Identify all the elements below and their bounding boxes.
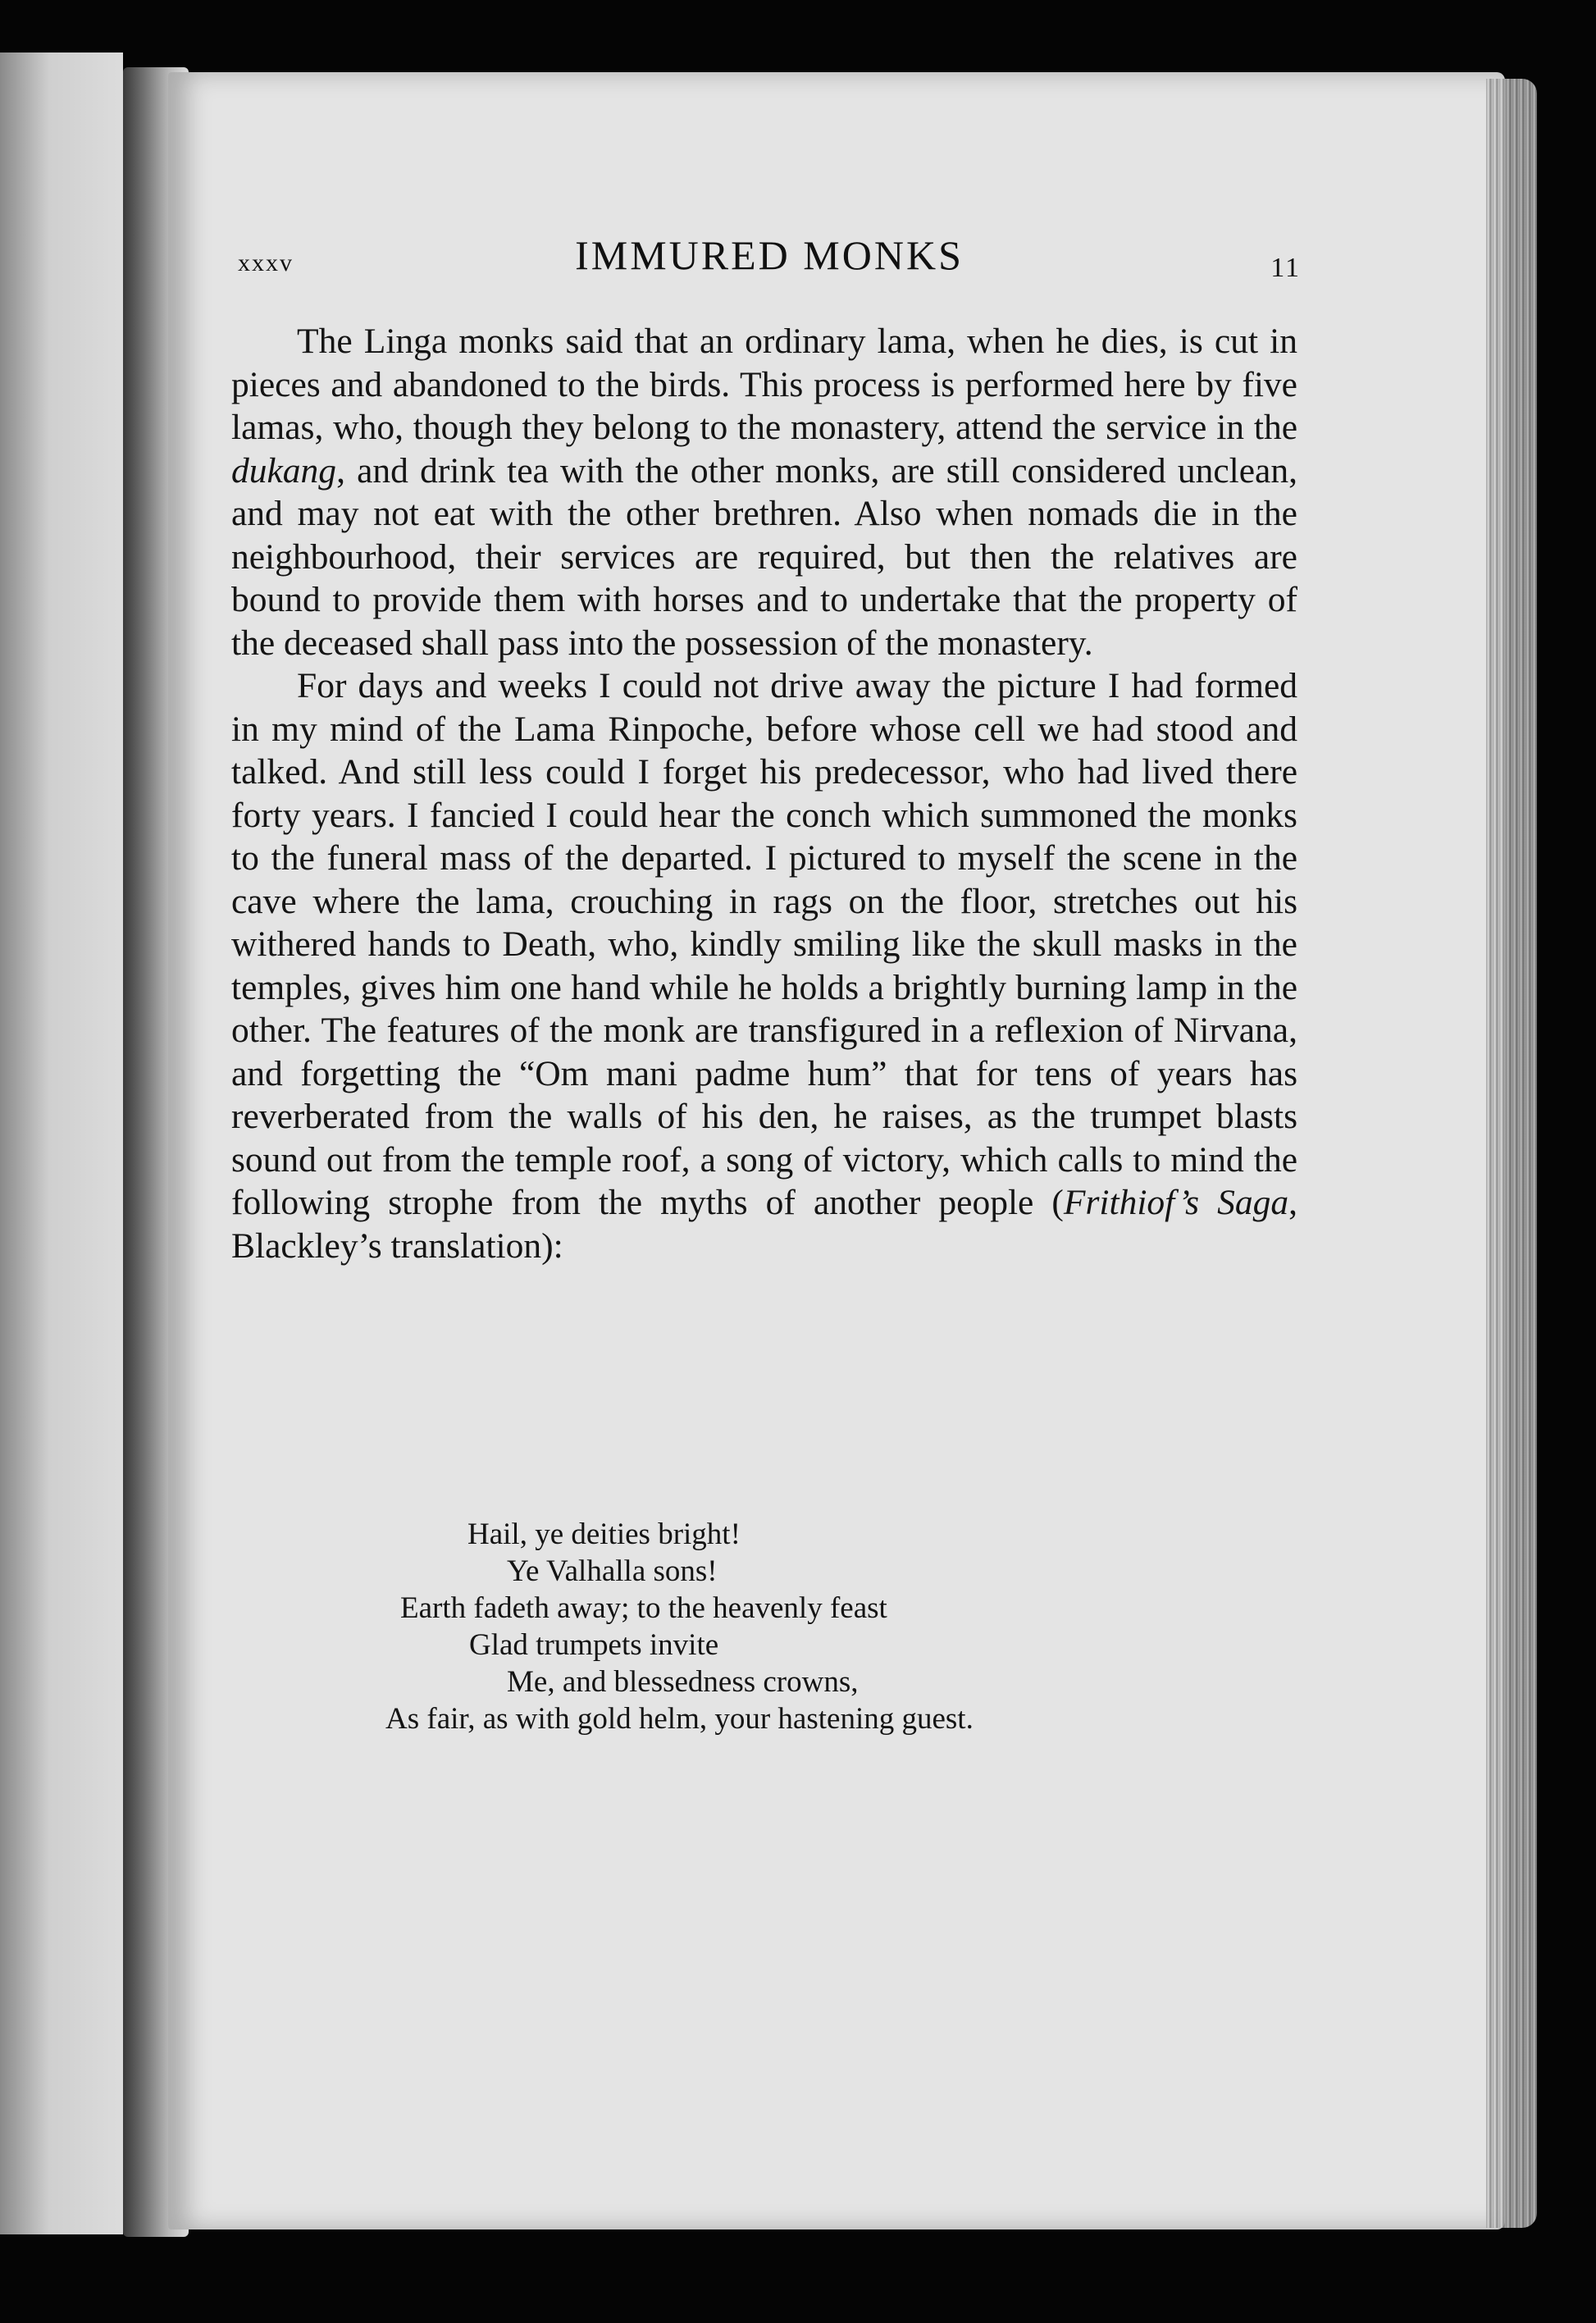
paragraph-2-tail: , Blackley’s translation):: [231, 1183, 1297, 1266]
poem-stanza: [385, 1516, 1124, 1737]
poem-line: Me, and blessedness crowns,: [507, 1665, 859, 1699]
page-number: 11: [1270, 253, 1301, 283]
poem-line: Earth fadeth away; to the heavenly feast: [400, 1591, 887, 1625]
page-title: IMMURED MONKS: [575, 232, 964, 278]
paragraph-2-italic: Frithiof’s Saga: [1063, 1183, 1289, 1222]
poem-line: Glad trumpets invite: [469, 1628, 719, 1662]
paragraph-2: [231, 664, 1297, 1267]
page-edges: [1486, 79, 1537, 2228]
poem-line: Ye Valhalla sons!: [507, 1554, 718, 1588]
paragraph-1-tail: , and drink tea with the other monks, are still considered unclean, and may not eat with the other brethren. Also when nomads die in the neighbourhood, their services are required, but then the relatives are bound to provide them with horses and to undertake that the property of the deceased shall pass into the possession of the monastery.: [231, 450, 1297, 663]
poem-line: Hail, ye deities bright!: [467, 1517, 741, 1551]
paragraph-1-lead: The Linga monks said that an ordinary lama, when he dies, is cut in pieces and abandoned to the birds. This process is performed here by five lamas, who, though they belong to the monastery, attend the service in the: [231, 322, 1297, 447]
paragraph-1-italic: dukang: [231, 450, 337, 491]
paragraph-2-lead: For days and weeks I could not drive away the picture I had formed in my mind of the Lama Rinpoche, before whose cell we had stood and talked. And still less could I forget his predecessor, who had lived there forty years. I fancied I could hear the conch which summoned the monks to the funeral mass of the departed. I pictured to myself the scene in the cave where the lama, crouching in rags on the floor, stretches out his withered hands to Death, who, kindly smiling like the skull masks in the temples, gives him one hand while he holds a brightly burning lamp in the other. The features of the monk are transfigured in a reflexion of Nirvana, and forgetting the “Om mani padme hum” that for tens of years has reverberated from the walls of his den, he raises, as the trumpet blasts sound out from the temple roof, a song of victory, which calls to mind the following strophe from the myths of another people (: [231, 666, 1297, 1222]
chapter-number: xxxv: [238, 249, 294, 276]
facing-page-edge: [0, 52, 123, 2234]
running-head: [238, 231, 1301, 289]
paragraph-1: [231, 320, 1297, 664]
poem-line: As fair, as with gold helm, your hastening guest.: [385, 1702, 974, 1736]
body-text: [231, 320, 1297, 1267]
